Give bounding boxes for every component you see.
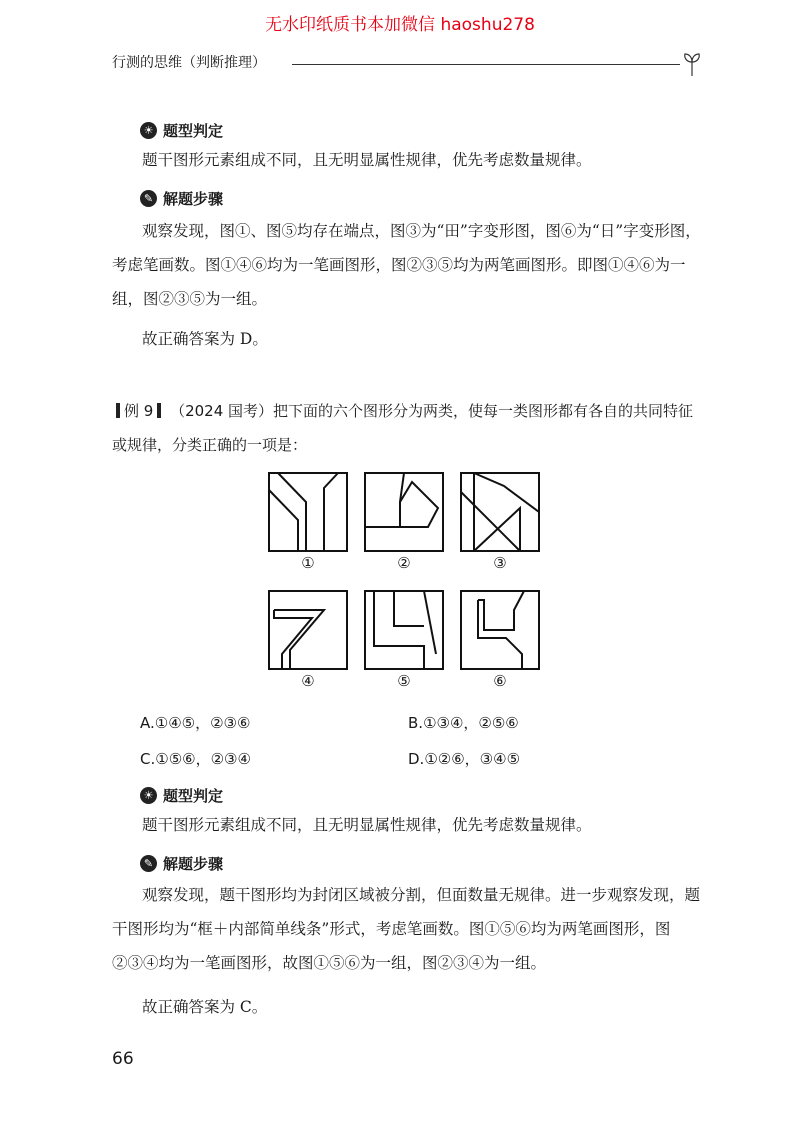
- pen-icon: ✎: [140, 190, 157, 207]
- type-text-2: 题干图形元素组成不同，且无明显属性规律，优先考虑数量规律。: [142, 816, 592, 834]
- figure-label: ④: [301, 672, 315, 690]
- bar-icon: [116, 403, 120, 418]
- steps-heading-1-label: 解题步骤: [163, 190, 224, 208]
- option-a-letter: A.: [140, 714, 155, 732]
- pen-icon: ✎: [140, 855, 157, 872]
- option-c: [140, 748, 251, 769]
- figure-label: ③: [493, 554, 507, 572]
- type-heading-2-label: 题型判定: [163, 787, 224, 805]
- figure-label: ①: [301, 554, 315, 572]
- option-c-letter: C.: [140, 750, 156, 768]
- figure-label: ⑤: [397, 672, 411, 690]
- type-heading-2: [140, 785, 223, 806]
- figure-5: [364, 590, 444, 690]
- option-b-letter: B.: [408, 714, 424, 732]
- watermark: 无水印纸质书本加微信 haoshu278: [265, 15, 535, 35]
- option-b-text: ①③④，②⑤⑥: [423, 714, 519, 732]
- option-d: [408, 748, 520, 769]
- option-a-text: ①④⑤，②③⑥: [154, 714, 251, 732]
- answer-2: 故正确答案为 C。: [142, 998, 268, 1016]
- sun-icon: ☀: [140, 787, 157, 804]
- figure-3: [460, 472, 540, 572]
- option-d-letter: D.: [408, 750, 425, 768]
- figure-1: [268, 472, 348, 572]
- example-text: （2024 国考）把下面的六个图形分为两类，使每一类图形都有各自的共同特征或规律，分类正确的一项是：: [112, 402, 694, 454]
- figure-2: [364, 472, 444, 572]
- sun-icon: ☀: [140, 122, 157, 139]
- figure-label: ②: [397, 554, 411, 572]
- page-number: 66: [112, 1049, 134, 1069]
- option-a: [140, 712, 250, 733]
- steps-text-1: 观察发现，图①、图⑤均存在端点，图③为“田”字变形图，图⑥为“日”字变形图，考虑笔画数。图①④⑥均为一笔画图形，图②③⑤均为两笔画图形。即图①④⑥为一组，图②③⑤为一组。: [112, 222, 701, 308]
- steps-heading-1: [140, 188, 223, 209]
- figure-grid: [268, 472, 548, 698]
- example-9: [112, 394, 704, 462]
- figure-label: ⑥: [493, 672, 507, 690]
- figure-4: [268, 590, 348, 690]
- type-heading-1: [140, 120, 223, 141]
- bar-icon: [157, 403, 161, 418]
- header-rule: [292, 64, 680, 65]
- option-d-text: ①②⑥，③④⑤: [424, 750, 521, 768]
- running-header: [112, 50, 702, 76]
- answer-1: 故正确答案为 D。: [142, 330, 268, 348]
- figure-6: [460, 590, 540, 690]
- type-text-1: 题干图形元素组成不同，且无明显属性规律，优先考虑数量规律。: [142, 151, 592, 169]
- steps-heading-2: [140, 853, 223, 874]
- header-title: 行测的思维（判断推理）: [112, 52, 274, 72]
- steps-text-2: 观察发现，题干图形均为封闭区域被分割，但面数量无规律。进一步观察发现，题干图形均为“框＋内部简单线条”形式，考虑笔画数。图①⑤⑥均为两笔画图形，图②③④均为一笔画图形，故图①⑤⑥为一组，图②③④为一组。: [112, 886, 701, 972]
- sprout-icon: [682, 50, 702, 76]
- steps-heading-2-label: 解题步骤: [163, 855, 224, 873]
- type-heading-1-label: 题型判定: [163, 122, 224, 140]
- example-label: 例 9: [124, 402, 154, 420]
- option-c-text: ①⑤⑥，②③④: [155, 750, 251, 768]
- option-b: [408, 712, 519, 733]
